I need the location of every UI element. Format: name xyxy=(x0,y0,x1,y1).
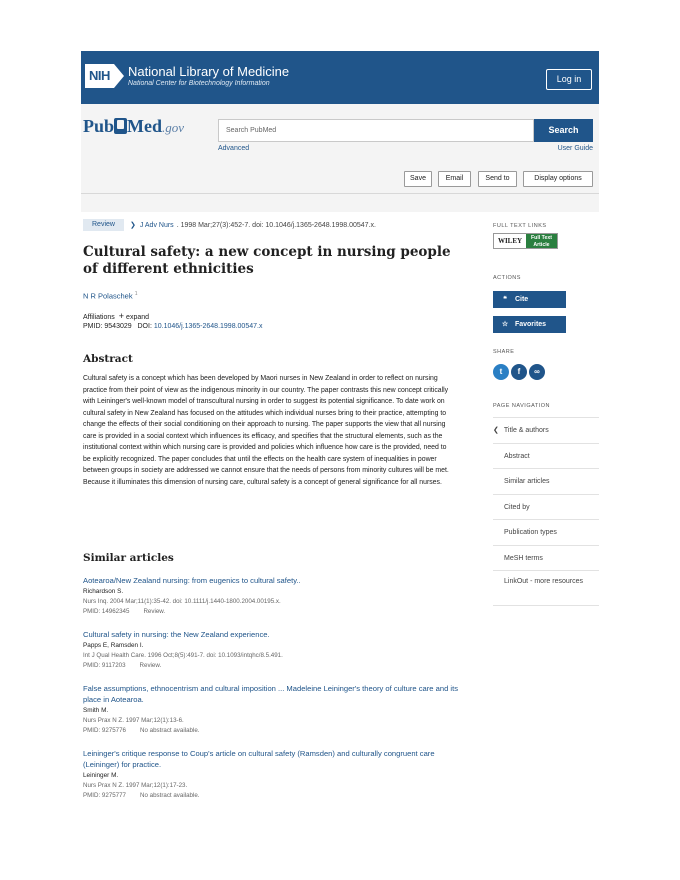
email-button[interactable]: Email xyxy=(438,171,471,187)
expand-plus-icon[interactable]: + xyxy=(118,311,125,321)
breadcrumb xyxy=(83,219,376,231)
favorites-button[interactable] xyxy=(493,316,566,333)
affiliations-row xyxy=(83,311,149,321)
page xyxy=(81,51,599,831)
nih-title[interactable]: National Library of Medicine xyxy=(128,64,290,79)
page-navigation xyxy=(493,417,599,606)
save-button[interactable]: Save xyxy=(404,171,432,187)
similar-article-author: Smith M. xyxy=(83,707,109,714)
similar-article-author: Leininger M. xyxy=(83,772,119,779)
list-item xyxy=(83,629,461,671)
similar-article-meta xyxy=(83,726,461,736)
nih-banner xyxy=(81,51,599,104)
similar-article-note: Review. xyxy=(143,608,166,615)
review-badge: Review xyxy=(83,219,124,231)
login-button[interactable]: Log in xyxy=(546,69,592,90)
similar-article-title[interactable]: False assumptions, ethnocentrism and cultural imposition ... Madeleine Leininger's theory of culture care and its place in Aotearoa. xyxy=(83,684,459,704)
affiliation-ref[interactable]: 1 xyxy=(134,291,138,297)
nav-title-authors-label: Title & authors xyxy=(503,427,549,434)
page-navigation-label: PAGE NAVIGATION xyxy=(493,403,551,409)
list-item xyxy=(83,748,461,801)
similar-article-pmid: PMID: 9275777 xyxy=(83,792,126,799)
logo-pub: Pub xyxy=(83,116,115,136)
nav-title-authors[interactable] xyxy=(493,417,599,443)
citation-text: . 1998 Mar;27(3):452-7. doi: 10.1046/j.1365-2648.1998.00547.x. xyxy=(176,221,376,229)
pubmed-logo[interactable] xyxy=(83,116,184,137)
cite-button[interactable] xyxy=(493,291,566,308)
similar-articles-list xyxy=(83,575,461,813)
logo-gov: .gov xyxy=(162,120,185,135)
similar-article-author: Papps E, Ramsden I. xyxy=(83,642,144,649)
display-options-button[interactable]: Display options xyxy=(523,171,593,187)
twitter-icon[interactable]: t xyxy=(493,364,509,380)
advanced-link[interactable]: Advanced xyxy=(218,145,250,152)
divider xyxy=(81,193,599,194)
similar-article-note: Review. xyxy=(139,662,162,669)
chevron-left-icon: ❮ xyxy=(493,427,499,434)
list-item xyxy=(83,683,461,736)
abstract-text: Cultural safety is a concept which has been developed by Maori nurses in New Zealand in order to reflect on nursing practice from their point of view as the indigenous minority in our country. The paper contrasts this new concept critically with Leininger's well-known model of transcultural nursing in order to suggest its potential significance. To date work on cultural safety in New Zealand has focused on the attitudes which individual nurses bring to their practice, attempting to change the effects of their social conditioning on their approach to nursing. The paper supports the view that all nursing care is provided in a social context which influences its efficacy, and specifies that the structural elements, such as the institutional context within which nursing care is provided and policies which influence how care is the provided, need to be explicitly recognized. The paper concludes that until the effects on the health care system of inequalities in power between groups in society are addressed we cannot ensure that the needs of persons from minority cultures will be met. Because it illuminates this dimension of nursing care, cultural safety is a concept of general significance for all nurses. xyxy=(83,375,449,486)
quote-icon: ❝ xyxy=(503,296,507,303)
star-icon: ☆ xyxy=(501,321,509,328)
wiley-full-text-badge: Full Text Article xyxy=(526,234,557,248)
identifiers xyxy=(83,323,262,330)
similar-article-note: No abstract available. xyxy=(140,792,200,799)
logo-med: Med xyxy=(127,116,163,136)
full-text-links-label: FULL TEXT LINKS xyxy=(493,223,547,229)
cite-label: Cite xyxy=(514,296,529,303)
similar-article-pmid: PMID: 9275776 xyxy=(83,727,126,734)
nav-linkout[interactable]: LinkOut - more resources xyxy=(493,570,599,606)
similar-article-author: Richardson S. xyxy=(83,588,124,595)
affiliations-label: Affiliations xyxy=(83,314,115,321)
nav-publication-types[interactable]: Publication types xyxy=(493,519,599,545)
doi-link[interactable]: 10.1046/j.1365-2648.1998.00547.x xyxy=(153,323,263,330)
similar-article-title[interactable]: Cultural safety in nursing: the New Zealand experience. xyxy=(83,630,270,639)
similar-article-note: No abstract available. xyxy=(140,727,200,734)
similar-article-meta xyxy=(83,791,461,801)
nih-abbr: NIH xyxy=(85,64,114,88)
pmid: PMID: 9543029 xyxy=(83,323,132,330)
nav-cited-by[interactable]: Cited by xyxy=(493,494,599,520)
favorites-label: Favorites xyxy=(514,321,547,328)
expand-link[interactable]: expand xyxy=(126,314,150,321)
similar-article-citation: Nurs Prax N Z. 1997 Mar;12(1):13-6. xyxy=(83,717,184,724)
share-label: SHARE xyxy=(493,349,515,355)
link-icon[interactable]: ∞ xyxy=(529,364,545,380)
similar-article-pmid: PMID: 14962345 xyxy=(83,608,130,615)
pubmed-book-icon xyxy=(114,118,127,134)
similar-articles-heading: Similar articles xyxy=(83,552,174,564)
facebook-icon[interactable]: f xyxy=(511,364,527,380)
similar-article-citation: Nurs Inq. 2004 Mar;11(1):35-42. doi: 10.1111/j.1440-1800.2004.00195.x. xyxy=(83,598,281,605)
user-guide-link[interactable]: User Guide xyxy=(557,145,593,152)
send-to-button[interactable]: Send to xyxy=(478,171,517,187)
nih-subtitle: National Center for Biotechnology Information xyxy=(128,80,270,87)
nav-mesh-terms[interactable]: MeSH terms xyxy=(493,545,599,571)
list-item xyxy=(83,575,461,617)
similar-article-meta xyxy=(83,661,461,671)
similar-article-meta xyxy=(83,607,461,617)
actions-label: ACTIONS xyxy=(493,275,521,281)
author-list xyxy=(83,291,137,301)
article-title: Cultural safety: a new concept in nursing people of different ethnicities xyxy=(83,244,451,277)
similar-article-title[interactable]: Leininger's critique response to Coup's article on cultural safety (Ramsden) and culturally congruent care (Leininger) for practice. xyxy=(83,749,435,769)
nih-logo[interactable] xyxy=(85,64,124,88)
wiley-full-text-link[interactable] xyxy=(493,233,558,249)
chevron-right-icon: ❯ xyxy=(129,222,136,229)
nih-arrow-icon xyxy=(114,64,124,88)
nav-similar-articles[interactable]: Similar articles xyxy=(493,468,599,494)
similar-article-citation: Int J Qual Health Care. 1996 Oct;8(5):491-7. doi: 10.1093/intqhc/8.5.491. xyxy=(83,652,283,659)
share-icons xyxy=(493,364,545,380)
search-button[interactable]: Search xyxy=(534,119,593,142)
similar-article-pmid: PMID: 9117203 xyxy=(83,662,126,669)
journal-link[interactable]: J Adv Nurs xyxy=(139,221,174,229)
author-link[interactable]: N R Polaschek xyxy=(83,291,133,301)
search-input[interactable]: Search PubMed xyxy=(218,119,534,142)
doi-label: DOI: xyxy=(137,323,152,330)
abstract-heading: Abstract xyxy=(83,353,133,365)
nav-abstract[interactable]: Abstract xyxy=(493,443,599,469)
wiley-logo: WILEY xyxy=(494,234,526,248)
similar-article-citation: Nurs Prax N Z. 1997 Mar;12(1):17-23. xyxy=(83,782,188,789)
similar-article-title[interactable]: Aotearoa/New Zealand nursing: from eugenics to cultural safety.. xyxy=(83,576,301,585)
